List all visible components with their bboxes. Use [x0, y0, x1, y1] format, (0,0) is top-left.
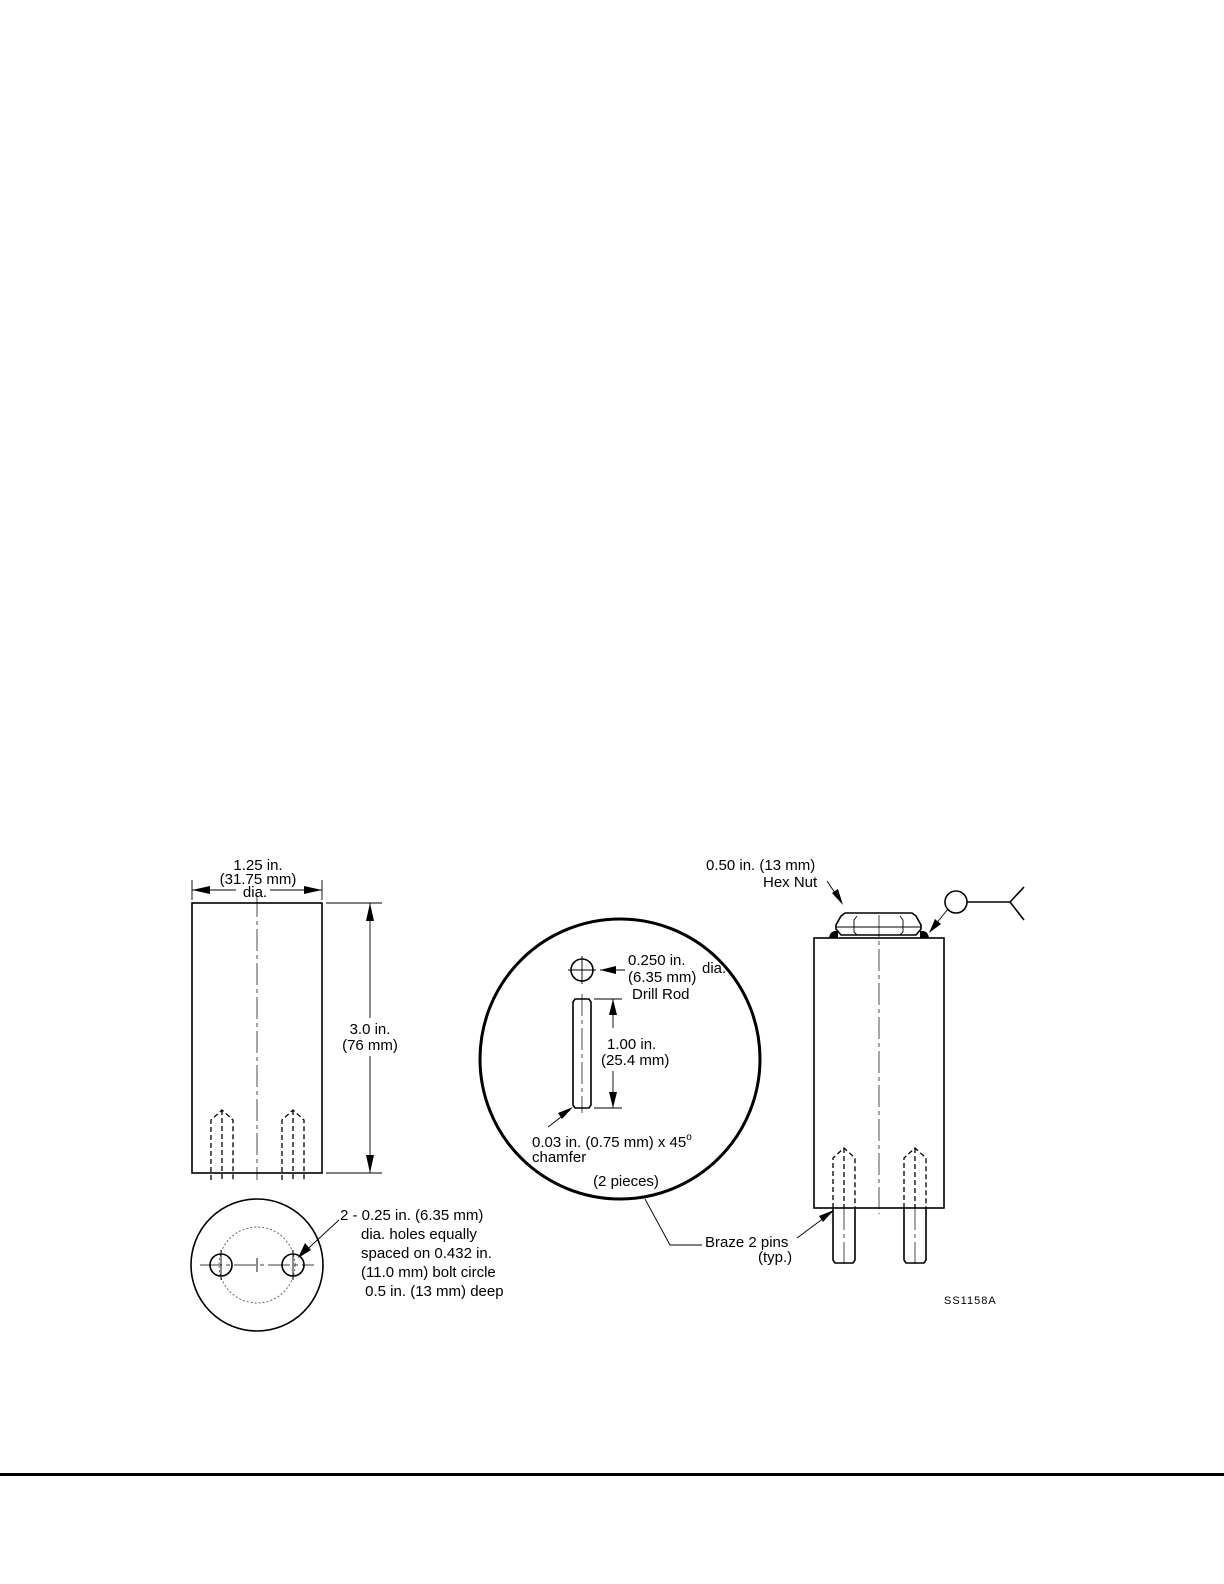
weld-all-around-symbol [945, 891, 967, 913]
diameter-mm-label: (31.75 mm) [219, 871, 297, 888]
hex-nut-size-label: 0.50 in. (13 mm) [706, 857, 816, 874]
detail-leader [645, 1199, 702, 1245]
pieces-label: (2 pieces) [593, 1173, 659, 1190]
rod-dia-mm-label: (6.35 mm) [628, 969, 697, 986]
arrowhead [600, 966, 616, 974]
rod-dia-inch-label: 0.250 in. [628, 952, 686, 969]
arrowhead [366, 1155, 374, 1173]
height-inch-label: 3.0 in. [349, 1021, 391, 1038]
braze-fillet-left [829, 931, 838, 938]
diameter-dia-label: dia. [242, 884, 268, 901]
diameter-dimension [192, 857, 322, 901]
chamfer-label: chamfer [532, 1149, 587, 1166]
hex-nut-label: Hex Nut [763, 874, 818, 891]
arrowhead [298, 1243, 311, 1258]
hex-nut [836, 913, 921, 935]
diameter-inch-label: 1.25 in. [233, 857, 283, 874]
drill-rod-detail [480, 919, 760, 1245]
block-side-view [192, 895, 322, 1180]
height-dimension [326, 903, 398, 1173]
assembly-view [705, 857, 1024, 1266]
braze-fillet-right [920, 931, 929, 938]
figure-code: SS1158A [944, 1295, 997, 1307]
height-mm-label: (76 mm) [342, 1037, 398, 1054]
arrowhead [192, 886, 210, 894]
arrowhead [366, 903, 374, 921]
rod-dia-dia-label: dia. [702, 960, 727, 977]
hole-note-line-1: 2 - 0.25 in. (6.35 mm) [340, 1207, 484, 1224]
braze-label: Braze 2 pins [705, 1234, 789, 1251]
arrowhead [609, 999, 617, 1015]
braze-typ-label: (typ.) [758, 1249, 793, 1266]
arrowhead [609, 1092, 617, 1108]
drill-rod-label: Drill Rod [632, 986, 690, 1003]
chamfer-dimension-label: 0.03 in. (0.75 mm) x 45$^o$ [532, 1132, 692, 1151]
rod-length-inch-label: 1.00 in. [607, 1036, 657, 1053]
rod-length-mm-label: (25.4 mm) [601, 1052, 670, 1069]
footer-rule [0, 1473, 1224, 1476]
arrowhead [304, 886, 322, 894]
block-end-view [191, 1199, 504, 1331]
hole-note-line-5: 0.5 in. (13 mm) deep [361, 1283, 504, 1300]
hole-note-line-4: (11.0 mm) bolt circle [361, 1264, 496, 1281]
hole-note-line-3: spaced on 0.432 in. [361, 1245, 492, 1262]
arrowhead [929, 919, 941, 933]
hole-note-line-2: dia. holes equally [361, 1226, 477, 1243]
